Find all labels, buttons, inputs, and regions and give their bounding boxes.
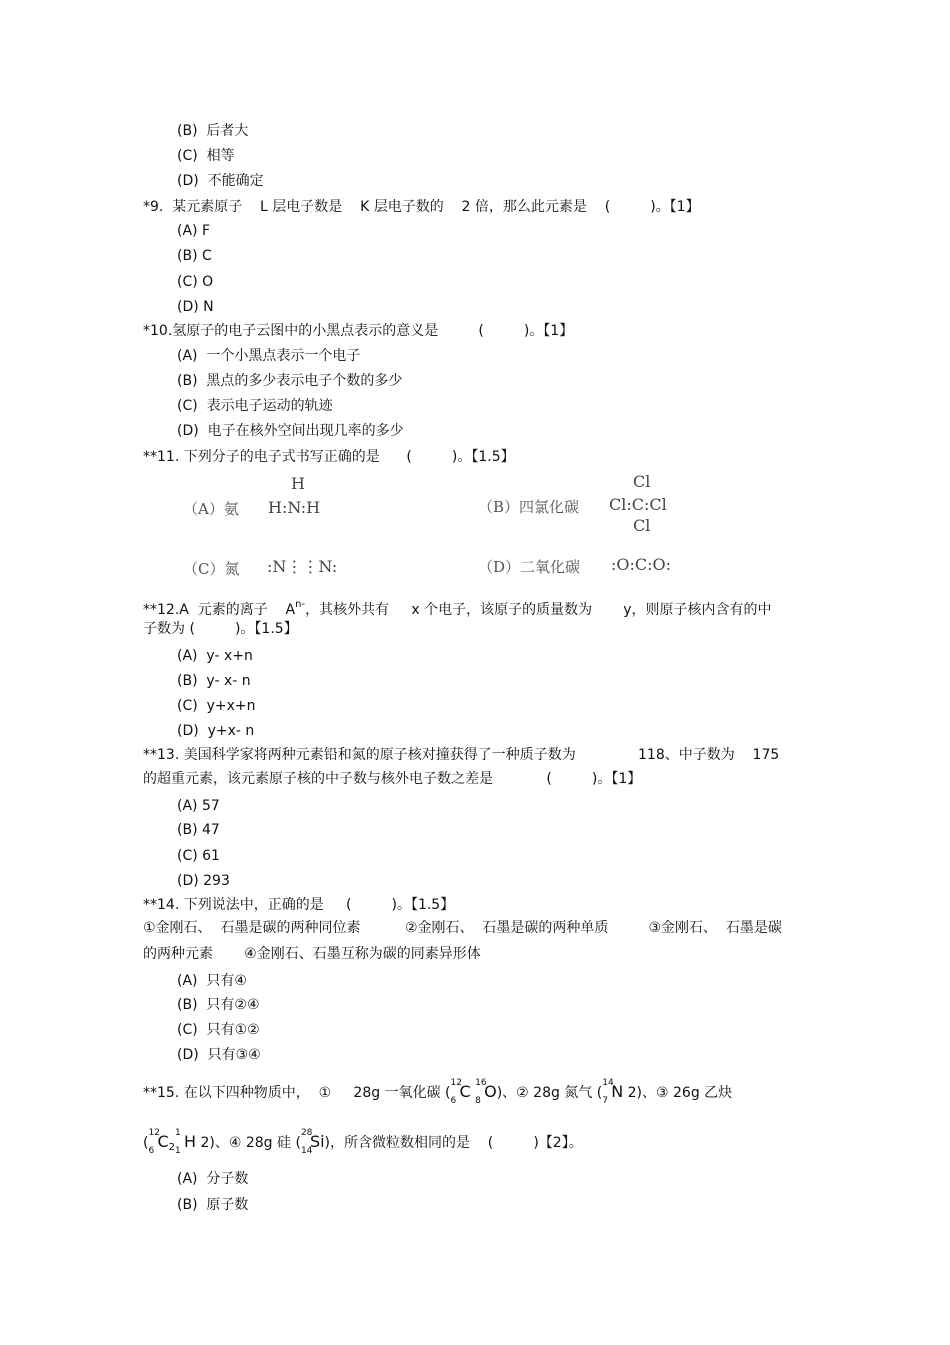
q14-option-a: (A) 只有④ (177, 973, 247, 989)
q11-option-b-label: （B）四氯化碳 (478, 498, 580, 516)
q11-option-a-formula: H:N:H (268, 498, 321, 517)
q15-option-b: (B) 原子数 (177, 1197, 249, 1213)
isotope-c12: 12 6 C (450, 1078, 471, 1106)
q11-option-b-formula: Cl:C:Cl (609, 495, 667, 514)
q12-ion-charge: n- (295, 599, 306, 610)
q13-option-d: (D) 293 (177, 873, 230, 889)
q9-option-d: (D) N (177, 299, 214, 315)
q10-option-b: (B) 黑点的多少表示电子个数的多少 (177, 373, 403, 389)
q12-option-c: (C) y+x+n (177, 698, 256, 714)
q11-option-b-bottom: Cl (633, 516, 651, 535)
q11-option-c-label: （C）氮 (183, 560, 240, 578)
q13-option-a: (A) 57 (177, 798, 220, 814)
q15-stem-line1: **15. 在以下四种物质中， ① 28g 一氧化碳 ( 12 6 C 16 8 O)、② 28g 氮气 ( 14 7 N 2)、③ 26g 乙炔 (143, 1078, 733, 1106)
q12-stem-line2: 子数为 ( )。【1.5】 (143, 621, 298, 637)
q13-stem-line2: 的超重元素，该元素原子核的中子数与核外电子数之差是 ( )。【1】 (143, 771, 642, 787)
q12-option-a: (A) y- x+n (177, 648, 253, 664)
q12-option-b: (B) y- x- n (177, 673, 251, 689)
q13-option-c: (C) 61 (177, 848, 220, 864)
q9-option-a: (A) F (177, 223, 211, 239)
isotope-c12-acetylene: 12 6 C (148, 1128, 169, 1156)
isotope-o16: 16 8 O (475, 1078, 497, 1106)
q14-option-b: (B) 只有②④ (177, 997, 260, 1013)
q10-option-a: (A) 一个小黑点表示一个电子 (177, 348, 361, 364)
q9-stem: *9. 某元素原子 L 层电子数是 K 层电子数的 2 倍，那么此元素是 ( )。【1】 (143, 199, 700, 215)
q8-option-b: (B) 后者大 (177, 123, 249, 139)
q11-option-a-top: H (291, 474, 305, 493)
q8-option-c: (C) 相等 (177, 148, 235, 164)
q12-stem-line1: **12.A 元素的离子 $A^{n-}$，其核外共有 x 个电子，该原子的质量数为 y，则原子核内含有的中 (143, 599, 772, 618)
q11-option-b-top: Cl (633, 472, 651, 491)
q11-option-d-label: （D）二氧化碳 (478, 558, 581, 576)
q10-option-c: (C) 表示电子运动的轨迹 (177, 398, 333, 414)
q11-stem: **11. 下列分子的电子式书写正确的是 ( )。【1.5】 (143, 449, 515, 465)
isotope-si28: 28 14 Si (300, 1128, 325, 1156)
q8-option-d: (D) 不能确定 (177, 173, 264, 189)
q14-option-c: (C) 只有①② (177, 1022, 260, 1038)
q10-option-d: (D) 电子在核外空间出现几率的多少 (177, 423, 404, 439)
q10-stem: *10.氢原子的电子云图中的小黑点表示的意义是 ( )。【1】 (143, 323, 574, 339)
q14-stem: **14. 下列说法中，正确的是 ( )。【1.5】 (143, 897, 455, 913)
isotope-h1: 1 1 H (175, 1128, 197, 1156)
q11-option-a-label: （A）氨 (183, 500, 239, 518)
isotope-n14: 14 7 N (602, 1078, 624, 1106)
q14-option-d: (D) 只有③④ (177, 1047, 261, 1063)
q12-option-d: (D) y+x- n (177, 723, 255, 739)
q11-option-d-formula: :O:C:O: (611, 555, 672, 574)
q13-stem-line1: **13. 美国科学家将两种元素铅和氮的原子核对撞获得了一种质子数为 118、中子数为 175 (143, 747, 780, 763)
q13-option-b: (B) 47 (177, 822, 220, 838)
q15-stem-line2: ( 12 6 $C_2$ 1 1 H 2)、④ 28g 硅 ( 28 14 Si)，所含微粒数相同的是 ( )【2】。 (143, 1128, 583, 1156)
q9-option-c: (C) O (177, 274, 214, 290)
q14-statements-line1: ①金刚石、 石墨是碳的两种同位素 ②金刚石、 石墨是碳的两种单质 ③金刚石、 石墨是碳 (143, 920, 782, 936)
q15-option-a: (A) 分子数 (177, 1171, 249, 1187)
q11-option-c-formula: :N⋮⋮N: (267, 557, 338, 576)
q9-option-b: (B) C (177, 248, 212, 264)
q14-statements-line2: 的两种元素 ④金刚石、石墨互称为碳的同素异形体 (143, 946, 481, 962)
